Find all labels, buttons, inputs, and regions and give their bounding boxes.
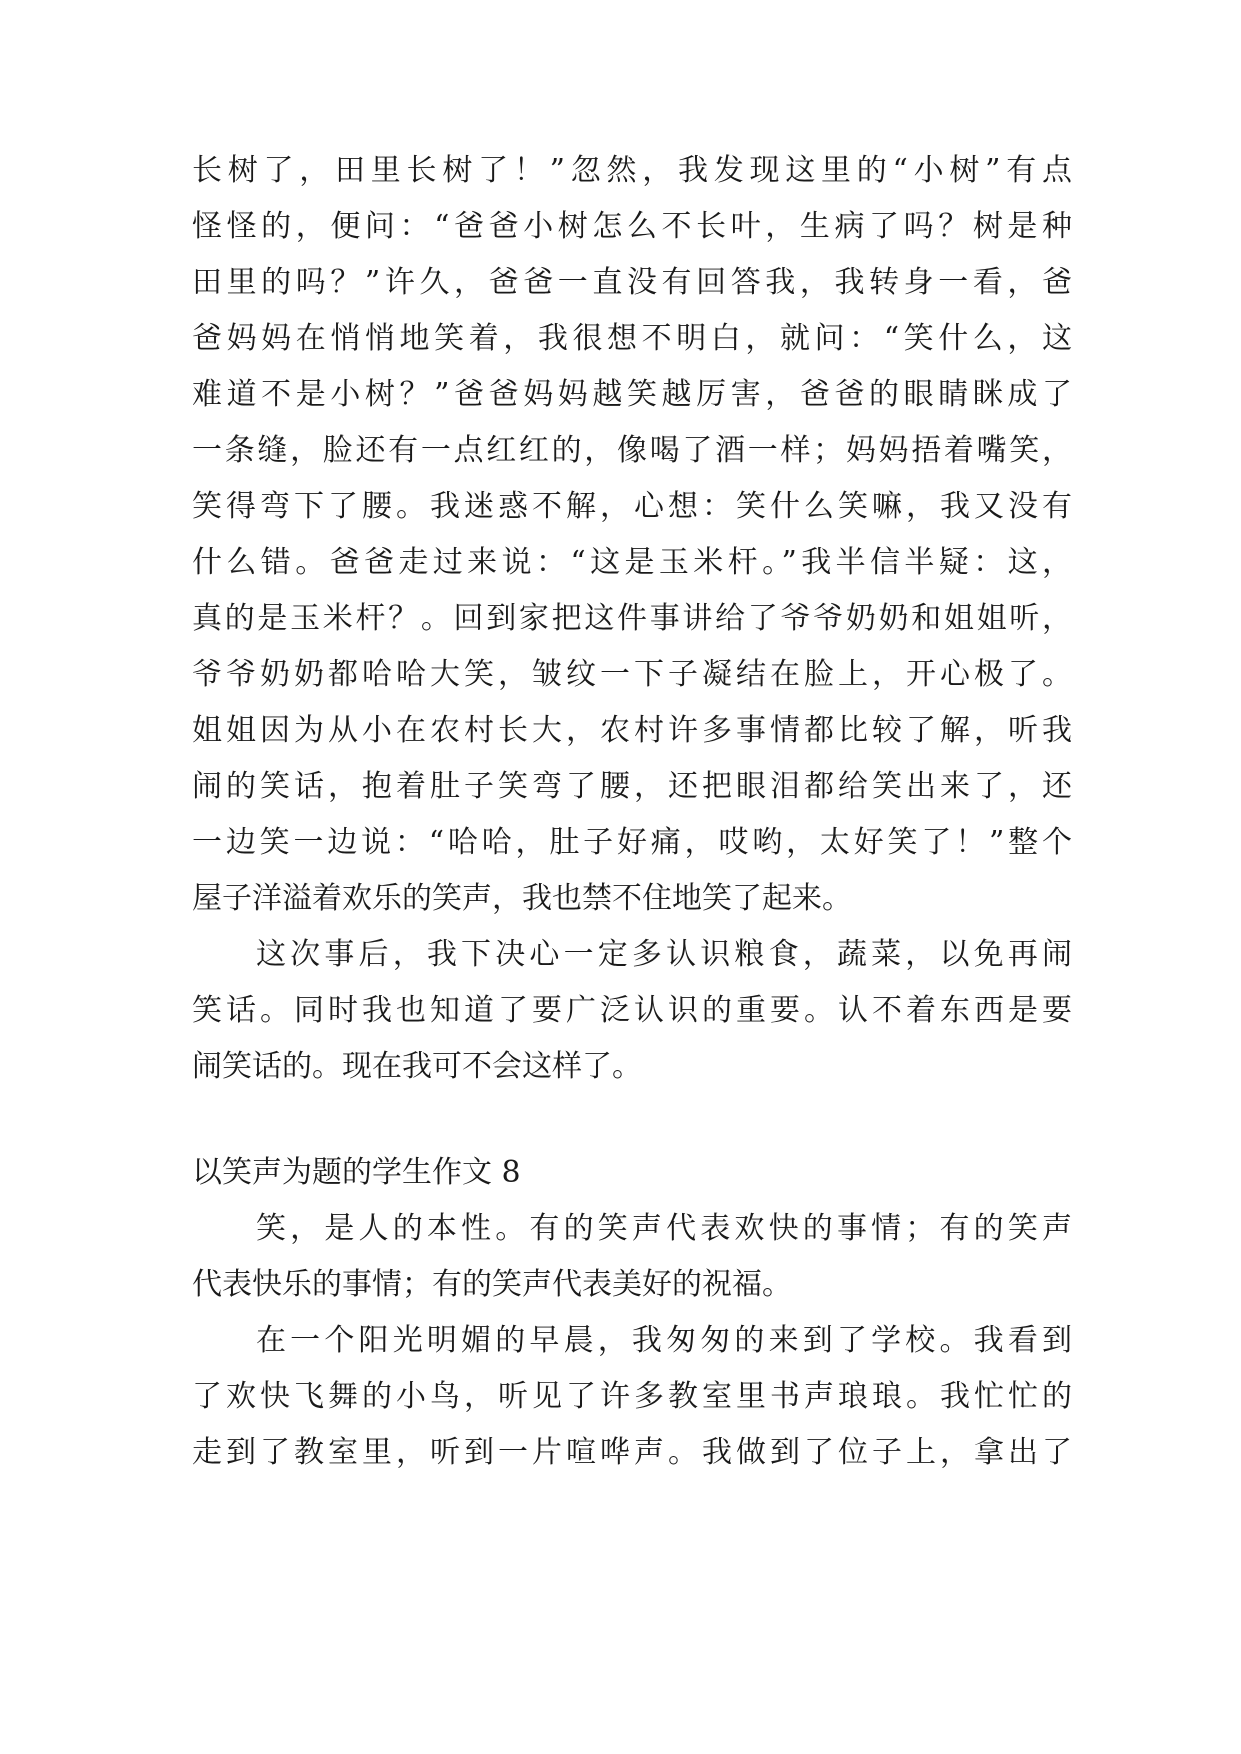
paragraph-line: 闹的笑话，抱着肚子笑弯了腰，还把眼泪都给笑出来了，还	[192, 769, 1072, 804]
paragraph-line: 姐姐因为从小在农村长大，农村许多事情都比较了解，听我	[192, 713, 1072, 748]
paragraph-line: 笑，是人的本性。有的笑声代表欢快的事情；有的笑声	[256, 1211, 1072, 1246]
section-title: 以笑声为题的学生作文 8	[192, 1155, 521, 1190]
paragraph-line: 笑得弯下了腰。我迷惑不解，心想：笑什么笑嘛，我又没有	[192, 489, 1072, 524]
paragraph-line: 代表快乐的事情；有的笑声代表美好的祝福。	[192, 1267, 792, 1302]
paragraph-line: 怪怪的，便问：“爸爸小树怎么不长叶，生病了吗？树是种	[192, 209, 1072, 244]
paragraph-line: 了欢快飞舞的小鸟，听见了许多教室里书声琅琅。我忙忙的	[192, 1379, 1072, 1414]
paragraph-line: 长树了，田里长树了！”忽然，我发现这里的“小树”有点	[192, 153, 1072, 188]
paragraph-line: 什么错。爸爸走过来说：“这是玉米杆。”我半信半疑：这，	[192, 545, 1072, 580]
paragraph-line: 一条缝，脸还有一点红红的，像喝了酒一样；妈妈捂着嘴笑，	[192, 433, 1072, 468]
paragraph-line: 走到了教室里，听到一片喧哗声。我做到了位子上，拿出了	[192, 1435, 1072, 1470]
paragraph-line: 真的是玉米杆？。回到家把这件事讲给了爷爷奶奶和姐姐听，	[192, 601, 1072, 636]
paragraph-line: 闹笑话的。现在我可不会这样了。	[192, 1049, 642, 1084]
paragraph-line: 一边笑一边说：“哈哈，肚子好痛，哎哟，太好笑了！”整个	[192, 825, 1072, 860]
paragraph-line: 田里的吗？”许久，爸爸一直没有回答我，我转身一看，爸	[192, 265, 1072, 300]
paragraph-line: 笑话。同时我也知道了要广泛认识的重要。认不着东西是要	[192, 993, 1072, 1028]
paragraph-line: 难道不是小树？”爸爸妈妈越笑越厉害，爸爸的眼睛眯成了	[192, 377, 1072, 412]
paragraph-line: 这次事后，我下决心一定多认识粮食，蔬菜，以免再闹	[256, 937, 1072, 972]
paragraph-line: 在一个阳光明媚的早晨，我匆匆的来到了学校。我看到	[256, 1323, 1072, 1358]
paragraph-line: 屋子洋溢着欢乐的笑声，我也禁不住地笑了起来。	[192, 881, 852, 916]
paragraph-line: 爷爷奶奶都哈哈大笑，皱纹一下子凝结在脸上，开心极了。	[192, 657, 1072, 692]
paragraph-line: 爸妈妈在悄悄地笑着，我很想不明白，就问：“笑什么，这	[192, 321, 1072, 356]
